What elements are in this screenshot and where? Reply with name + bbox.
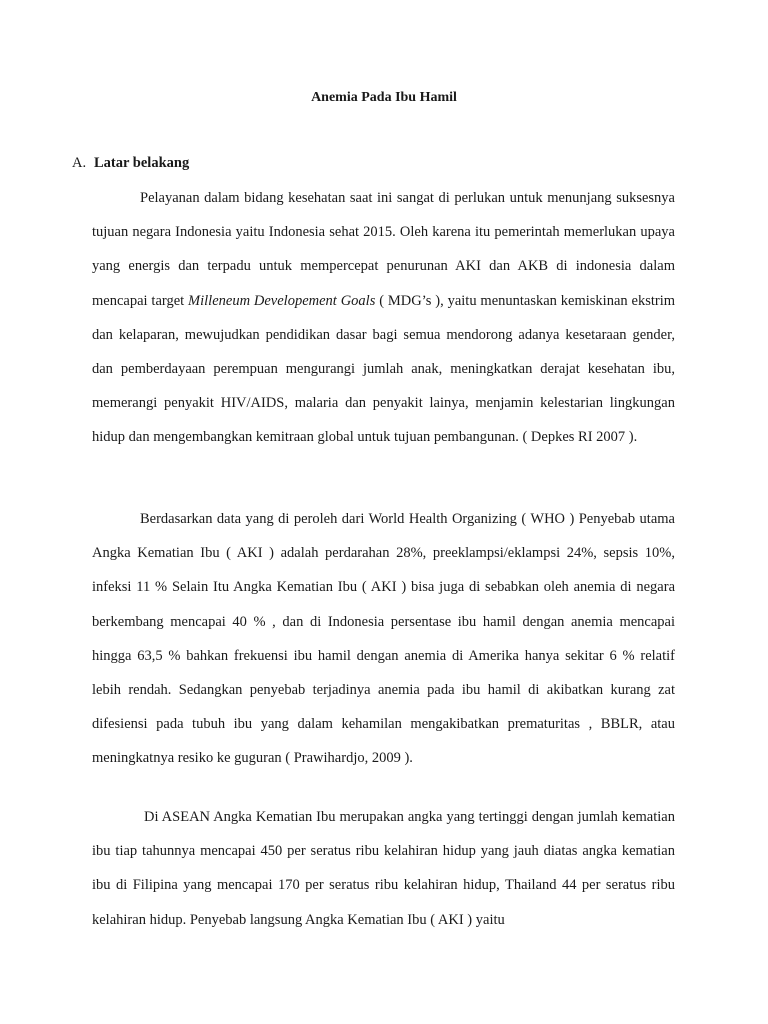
paragraph-1 xyxy=(92,181,675,455)
section-letter: A. xyxy=(72,155,87,171)
section-heading xyxy=(72,153,189,173)
paragraph-3: Di ASEAN Angka Kematian Ibu merupakan angka yang tertinggi dengan jumlah kematian ibu tiap tahunnya mencapai 450 per seratus ribu kelahiran hidup yang jauh diatas angka kematian ibu di Filipina yang mencapai 170 per seratus ribu kelahiran hidup, Thailand 44 per seratus ribu kelahiran hidup. Penyebab langsung Angka Kematian Ibu ( AKI ) yaitu xyxy=(92,809,675,928)
paragraph-1-italic-term: Milleneum Developement Goals xyxy=(188,292,376,309)
paragraph-2: Berdasarkan data yang di peroleh dari World Health Organizing ( WHO ) Penyebab utama Angka Kematian Ibu ( AKI ) adalah perdarahan 28%, preeklampsi/eklampsi 24%, sepsis 10%, infeksi 11 % Selain Itu Angka Kematian Ibu ( AKI ) bisa juga di sebabkan oleh anemia di negara berkembang mencapai 40 % , dan di Indonesia persentase ibu hamil dengan anemia mencapai hingga 63,5 % bahkan frekuensi ibu hamil dengan anemia di Amerika hanya sekitar 6 % relatif lebih rendah. Sedangkan penyebab terjadinya anemia pada ibu hamil di akibatkan kurang zat difesiensi pada tubuh ibu yang dalam kehamilan mengakibatkan prematuritas , BBLR, atau meningkatnya resiko ke guguran ( Prawihardjo, 2009 ). xyxy=(92,511,675,767)
paragraph-1-text-b: ( MDG’s ), yaitu menuntaskan kemiskinan ekstrim dan kelaparan, mewujudkan pendidikan dasar bagi semua mendorong adanya kesetaraan gender, dan pemberdayaan perempuan mengurangi jumlah anak, meningkatkan derajat kesehatan ibu, memerangi penyakit HIV/AIDS, malaria dan penyakit lainya, menjamin kelestarian lingkungan hidup dan mengembangkan kemitraan global untuk tujuan pembangunan. ( Depkes RI 2007 ). xyxy=(92,292,676,446)
paragraph-1-text-a: Pelayanan dalam bidang kesehatan saat ini sangat di perlukan untuk menunjang suksesnya tujuan negara Indonesia yaitu Indonesia sehat 2015. Oleh karena itu pemerintah memerlukan upaya yang energis dan terpadu untuk mempercepat penurunan AKI dan AKB di indonesia dalam mencapai target xyxy=(92,190,675,309)
section-heading-text: Latar belakang xyxy=(94,155,190,171)
document-title: Anemia Pada Ibu Hamil xyxy=(311,90,457,105)
